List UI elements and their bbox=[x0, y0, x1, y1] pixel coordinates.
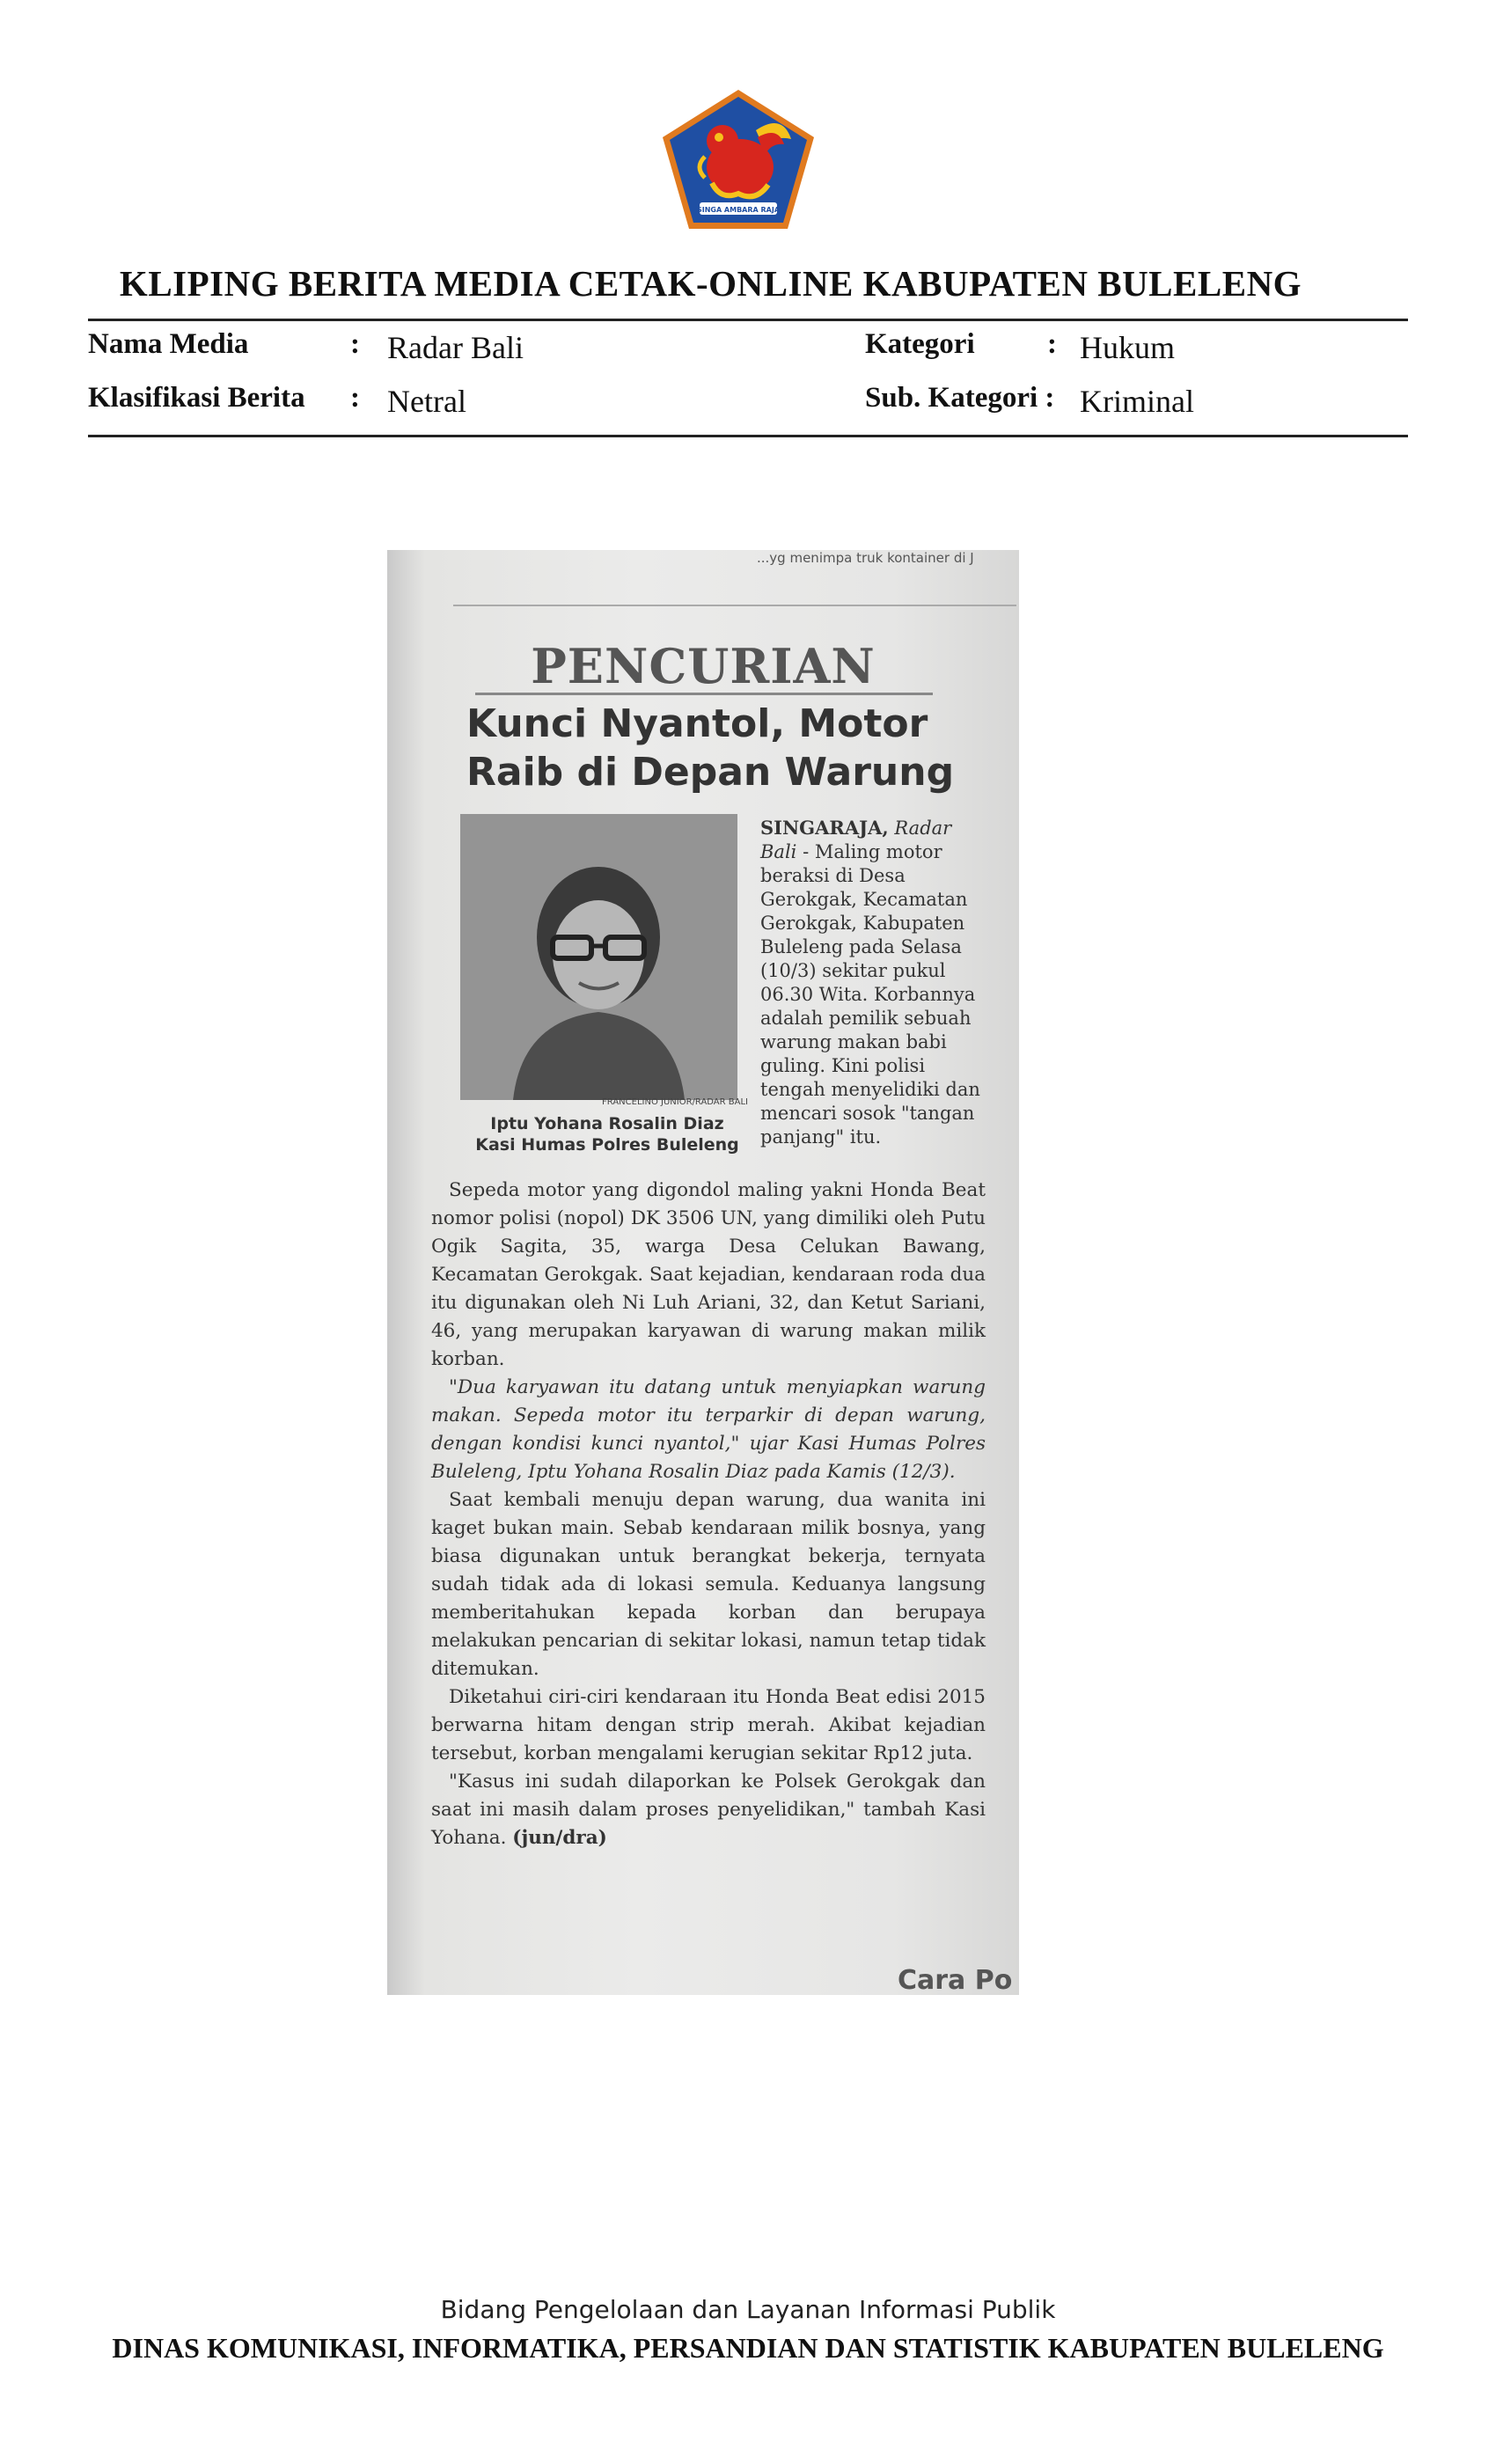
article-lead bbox=[760, 816, 989, 1149]
header-divider-bottom bbox=[88, 435, 1408, 437]
photo-caption bbox=[475, 1113, 739, 1155]
logo-emblem bbox=[659, 86, 818, 234]
kicker-underline bbox=[475, 693, 933, 695]
lead-text: - Maling motor beraksi di Desa Gerokgak, Kecamatan Gerokgak, Kabupaten Buleleng pada Selasa (10/3) sekitar pukul 06.30 Wita. Korbannya adalah pemilik sebuah warung makan babi guling. Kini polisi tengah menyelidiki dan mencari sosok "tangan panjang" itu. bbox=[760, 841, 980, 1148]
kategori-label: Kategori bbox=[865, 328, 975, 360]
article-paragraph: Diketahui ciri-ciri kendaraan itu Honda Beat edisi 2015 berwarna hitam dengan strip merah. Akibat kejadian tersebut, korban mengalami kerugian sekitar Rp12 juta. bbox=[431, 1686, 986, 1764]
footer-subtitle: Bidang Pengelolaan dan Layanan Informasi Publik bbox=[440, 2295, 1056, 2324]
article-photo bbox=[460, 814, 737, 1100]
clipping-top-fragment: ...yg menimpa truk kontainer di J bbox=[757, 550, 974, 566]
newspaper-clipping bbox=[387, 550, 1019, 1995]
article-body bbox=[431, 1177, 986, 1852]
kategori-value: Hukum bbox=[1080, 330, 1175, 365]
klasifikasi-value: Netral bbox=[387, 384, 466, 419]
header-divider-top bbox=[88, 319, 1408, 321]
caption-name: Iptu Yohana Rosalin Diaz bbox=[490, 1114, 724, 1133]
singa-ambara-raja-icon bbox=[659, 86, 818, 234]
nama-media-value: Radar Bali bbox=[387, 330, 524, 365]
dateline-source: Radar Bali bbox=[760, 818, 952, 862]
nama-media-label: Nama Media bbox=[88, 328, 249, 360]
dateline: SINGARAJA, bbox=[760, 817, 889, 839]
closing-quote: "Kasus ini sudah dilaporkan ke Polsek Gerokgak dan saat ini masih dalam proses penyelidikan," tambah Kasi Yohana. bbox=[431, 1771, 986, 1849]
person-photo-icon bbox=[460, 814, 737, 1100]
clipping-top-rule bbox=[453, 605, 1016, 606]
sub-kategori-label: Sub. Kategori : bbox=[865, 382, 1055, 414]
clipping-bottom-fragment: Cara Po bbox=[898, 1965, 1013, 1995]
nama-media-colon: : bbox=[350, 328, 360, 360]
author-signature: (jun/dra) bbox=[512, 1827, 607, 1849]
klasifikasi-label: Klasifikasi Berita bbox=[88, 382, 305, 414]
sub-kategori-value: Kriminal bbox=[1080, 384, 1194, 419]
klasifikasi-colon: : bbox=[350, 382, 360, 414]
article-paragraph bbox=[431, 1768, 986, 1852]
article-headline: Kunci Nyantol, Motor Raib di Depan Warung bbox=[466, 701, 955, 795]
article-kicker: PENCURIAN bbox=[531, 638, 876, 694]
footer-agency: DINAS KOMUNIKASI, INFORMATIKA, PERSANDIAN DAN STATISTIK KABUPATEN BULELENG bbox=[112, 2332, 1384, 2364]
article-paragraph: Sepeda motor yang digondol maling yakni Honda Beat nomor polisi (nopol) DK 3506 UN, yang dimiliki oleh Putu Ogik Sagita, 35, warga Desa Celukan Bawang, Kecamatan Gerokgak. Saat kejadian, kendaraan roda dua itu digunakan oleh Ni Luh Ariani, 32, dan Ketut Sariani, 46, yang merupakan karyawan di warung makan milik korban. bbox=[431, 1179, 986, 1370]
article-paragraph: Saat kembali menuju depan warung, dua wanita ini kaget bukan main. Sebab kendaraan milik bosnya, yang biasa digunakan untuk berangkat bekerja, ternyata sudah tidak ada di lokasi semula. Keduanya langsung memberitahukan kepada korban dan berupaya melakukan pencarian di sekitar lokasi, namun tetap tidak ditemukan. bbox=[431, 1489, 986, 1680]
kategori-colon: : bbox=[1047, 328, 1057, 360]
page-title: KLIPING BERITA MEDIA CETAK-ONLINE KABUPATEN BULELENG bbox=[119, 263, 1302, 304]
photo-credit: FRANCELINO JUNIOR/RADAR BALI bbox=[602, 1097, 748, 1107]
logo-text: SINGA AMBARA RAJA bbox=[696, 206, 781, 214]
caption-title: Kasi Humas Polres Buleleng bbox=[475, 1135, 739, 1155]
article-paragraph: "Dua karyawan itu datang untuk menyiapkan warung makan. Sepeda motor itu terparkir di depan warung, dengan kondisi kunci nyantol," ujar Kasi Humas Polres Buleleng, Iptu Yohana Rosalin Diaz pada Kamis (12/3). bbox=[431, 1376, 986, 1483]
